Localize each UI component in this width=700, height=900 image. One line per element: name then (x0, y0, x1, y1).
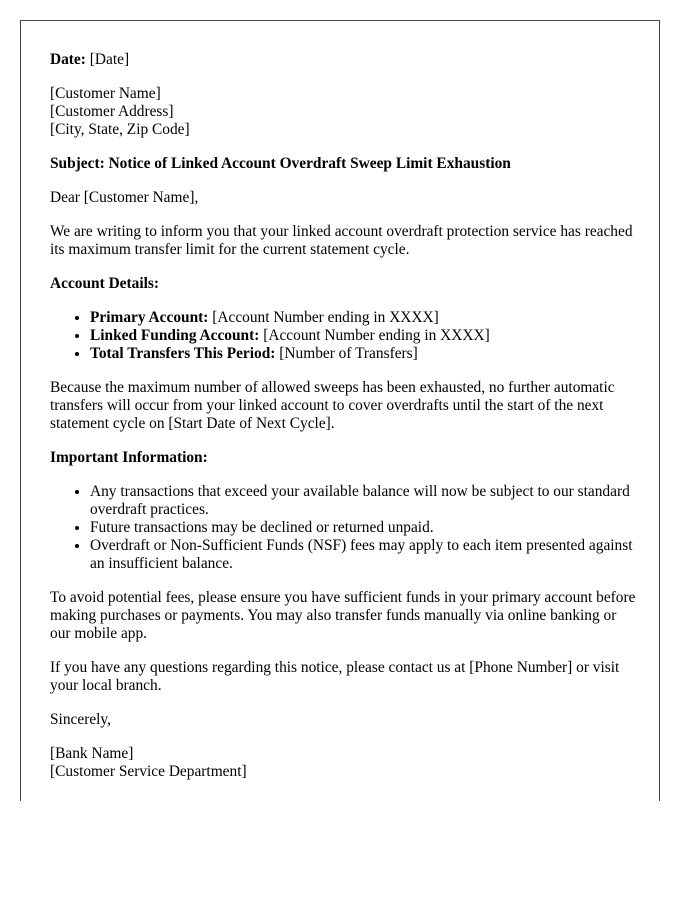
account-details-heading: Account Details: (50, 275, 159, 292)
closing: Sincerely, (50, 711, 111, 728)
recipient-city: [City, State, Zip Code] (50, 121, 190, 138)
list-item (90, 327, 640, 345)
list-item: • Overdraft or Non-Sufficient Funds (NSF) fees may apply to each item presented against an insufficient balance. (90, 537, 640, 573)
subject-line: Subject: Notice of Linked Account Overdraft Sweep Limit Exhaustion (50, 155, 511, 172)
list-item: • Any transactions that exceed your available balance will now be subject to our standard overdraft practices. (90, 483, 640, 519)
total-transfers-value: [Number of Transfers] (279, 345, 418, 362)
list-item (90, 345, 640, 363)
exhausted-paragraph: Because the maximum number of allowed sweeps has been exhausted, no further automatic transfers will occur from your linked account to cover overdrafts until the start of the next statement cycle on [Start Date of Next Cycle]. (50, 379, 615, 432)
important-info-list (50, 483, 640, 573)
primary-account-label: Primary Account: (90, 309, 209, 326)
list-item: • Future transactions may be declined or returned unpaid. (90, 519, 640, 537)
total-transfers-label: Total Transfers This Period: (90, 345, 276, 362)
date-label: Date: (50, 51, 86, 68)
intro-paragraph: We are writing to inform you that your linked account overdraft protection service has reached its maximum transfer limit for the current statement cycle. (50, 223, 633, 258)
primary-account-value: [Account Number ending in XXXX] (212, 309, 439, 326)
salutation: Dear [Customer Name], (50, 189, 199, 206)
date-line (50, 51, 640, 69)
avoid-fees-paragraph: To avoid potential fees, please ensure you have sufficient funds in your primary account before making purchases or payments. You may also transfer funds manually via online banking or our mobile app. (50, 589, 636, 642)
recipient-name: [Customer Name] (50, 85, 161, 102)
important-info-heading: Important Information: (50, 449, 208, 466)
signature-bank-name: [Bank Name] (50, 745, 134, 762)
signature-block (50, 745, 640, 781)
questions-paragraph: If you have any questions regarding this notice, please contact us at [Phone Number] or visit your local branch. (50, 659, 620, 694)
linked-account-value: [Account Number ending in XXXX] (263, 327, 490, 344)
letter-page (20, 20, 660, 801)
signature-department: [Customer Service Department] (50, 763, 247, 780)
recipient-street: [Customer Address] (50, 103, 174, 120)
list-item (90, 309, 640, 327)
letter-content (50, 51, 640, 797)
account-details-list (50, 309, 640, 363)
linked-account-label: Linked Funding Account: (90, 327, 260, 344)
recipient-address (50, 85, 640, 139)
date-value: [Date] (89, 51, 130, 68)
